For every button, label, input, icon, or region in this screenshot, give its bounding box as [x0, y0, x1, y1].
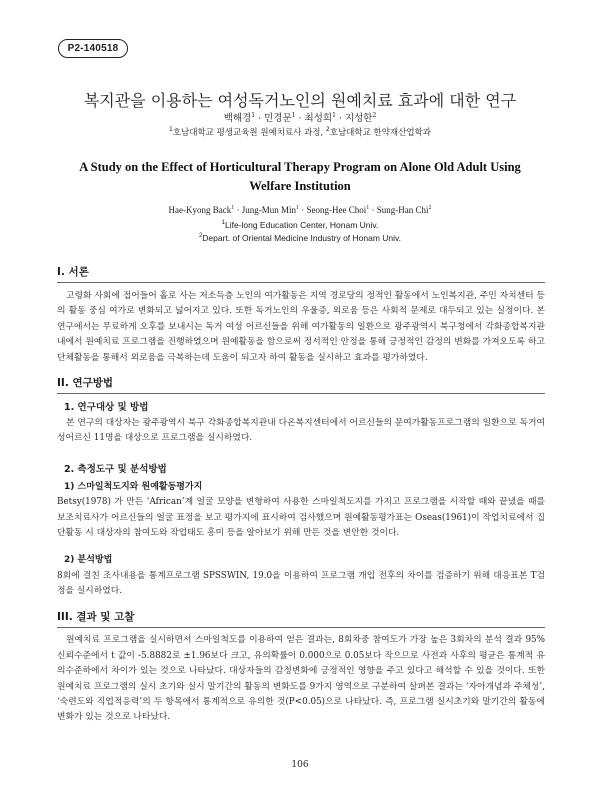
- page-number: 106: [291, 760, 309, 770]
- author-separator: ·: [299, 205, 307, 215]
- authors-korean: [0, 112, 600, 125]
- affiliation-text: Depart. of Oriental Medicine Industry of Honam Univ.: [202, 232, 402, 243]
- analysis-paragraph: 8회에 걸친 조사내용을 통계프로그램 SPSSWIN, 19.0을 이용하여 프로그램 개입 전후의 차이를 검증하기 위해 대응표본 T검정을 실시하였다.: [57, 571, 545, 597]
- section-divider: [57, 393, 545, 394]
- title-english-line: A Study on the Effect of Horticultural Therapy Program on Alone Old Adult Using: [79, 159, 521, 174]
- results-paragraph: 원예치료 프로그램을 실시하면서 스마일척도를 이용하여 얻은 결과는, 8회차중 참여도가 가장 높은 3회차의 분석 결과 95%신뢰수준에서 t 값이 -5.8882로 ±1.96보다 크고, 유의확률이 0.000으로 0.05보다 작으므로 사전과 사후의 평균은 통계적 유의수준하에서 차이가 있는 것으로 나타났다. 대상자들의 감정변화에 긍정적인 영향을 주고 있다고 해석할 수 있을 것이다. 또한 원예치료 프로그램의 실시 초기와 실시 말기간의 활동의 변화도를 9가지 영역으로 구분하여 살펴본 결과는 ‘자아개념과 주체성’, ‘숙련도와 직업적응력’의 두 항목에서 통계적으로 유의한 것(P<0.05)으로 나타났다. 즉, 프로그램 실시초기와 말기간의 활동에 변화가 있는 것으로 나타났다.: [57, 635, 545, 723]
- affiliations-english: [0, 219, 600, 245]
- affiliations-korean: [0, 127, 600, 139]
- author-affiliation-mark: 1: [332, 111, 336, 119]
- authors-english: [0, 204, 600, 216]
- author-affiliation-mark: 1: [251, 111, 256, 119]
- affiliation-mark: 2: [325, 126, 330, 134]
- poster-id-badge: P2-140518: [58, 39, 128, 58]
- author-separator: ·: [295, 112, 305, 124]
- affiliation-mark: 1: [168, 126, 173, 134]
- affiliation-line: [0, 232, 600, 245]
- subjects-paragraph: 본 연구의 대상자는 광주광역시 북구 각화종합복지관내 다온복지센터에서 어르신들의 문여가활동프로그램의 일환으로 독거여성어르신 11명을 대상으로 프로그램을 실시하였다.: [57, 418, 545, 444]
- author-affiliation-mark: 2: [372, 111, 377, 119]
- author-name: Seong-Hee Choi: [306, 205, 367, 215]
- affiliation-separator: ,: [320, 128, 326, 138]
- author-separator: ·: [369, 205, 377, 215]
- title-english: [0, 158, 600, 196]
- affiliation-mark: 1: [221, 219, 225, 226]
- author-name: 지성한: [344, 112, 373, 124]
- affiliation-text: 호남대학교 한약재산업학과: [329, 128, 431, 138]
- author-name: 민경문: [264, 112, 292, 124]
- affiliation-text: 호남대학교 평생교육원 원예치료사 과정: [172, 128, 321, 138]
- section-heading-results: III. 결과 및 고찰: [57, 611, 135, 624]
- author-separator: ·: [234, 205, 242, 215]
- section-divider: [57, 627, 545, 628]
- author-affiliation-mark: 1: [291, 111, 296, 119]
- subsubsection-heading-analysis: 2) 분석방법: [64, 555, 113, 566]
- section-divider: [57, 282, 545, 283]
- paper-body: [57, 265, 545, 726]
- title-korean: 복지관을 이용하는 여성독거노인의 원예치료 효과에 대한 연구: [83, 91, 517, 110]
- introduction-paragraph: 고령화 사회에 접어들어 홀로 사는 저소득층 노인의 여가활동은 지역 경로당의 정적인 활동에서 노인복지관, 주민 자치센터 등의 활동 중심 여가로 변화되고 넓어지고 있다. 또한 독거노인의 우울증, 외로움 등은 사회적 문제로 대두되고 있는 실정이다. 본 연구에서는 무료하게 오후를 보내시는 독거 여성 어르신들을 위해 여가활동의 일환으로 광주광역시 북구청에서 각화종합복지관내에서 원예치료 프로그램을 진행하였으며 원예활동을 함으로써 정서적인 안정을 통해 긍정적인 감정의 변화를 가져오도록 하고 단체활동을 통해서 외로움을 극복하는데 도움이 되고자 하여 활동을 실시하고 효과를 평가하였다.: [57, 291, 545, 363]
- smile-scale-paragraph: Betsy(1978) 가 만든 ‘African’계 얼굴 모양을 변형하여 사용한 스마일척도지를 가지고 프로그램을 시작할 때와 끝냈을 때를 보조치료사가 어르신들의 얼굴 표정을 보고 평가지에 표시하여 검사했으며 원예활동평가표는 Oseas(1961)이 작업치료에서 집단활동 시 대상자의 참여도와 작업태도 흥미 등을 알아보기 위해 만든 것을 변안한 것이다.: [57, 497, 545, 539]
- author-name: Sung-Han Chi: [376, 205, 429, 215]
- author-name: Jung-Mun Min: [241, 205, 296, 215]
- author-separator: ·: [255, 112, 265, 124]
- author-name: 백해경: [223, 112, 252, 124]
- author-separator: ·: [335, 112, 345, 124]
- subsection-heading-measures: 2. 측정도구 및 분석방법: [64, 463, 167, 475]
- author-affiliation-mark: 2: [428, 205, 432, 211]
- author-name: Hae-Kyong Back: [168, 205, 232, 215]
- author-affiliation-mark: 1: [231, 205, 235, 211]
- section-heading-methods: II. 연구방법: [57, 377, 114, 390]
- author-affiliation-mark: 1: [366, 205, 370, 211]
- subsection-heading-subjects: 1. 연구대상 및 방법: [64, 402, 149, 414]
- author-affiliation-mark: 1: [296, 205, 299, 211]
- affiliation-line: [0, 219, 600, 232]
- affiliation-mark: 2: [198, 232, 203, 239]
- author-name: 최성희: [304, 112, 333, 124]
- affiliation-text: Life-long Education Center, Honam Univ.: [224, 219, 379, 230]
- subsubsection-heading-smile-scale: 1) 스마일척도지와 원예활동평가지: [64, 481, 203, 492]
- section-heading-introduction: I. 서론: [57, 266, 89, 278]
- title-english-line: Welfare Institution: [249, 178, 351, 193]
